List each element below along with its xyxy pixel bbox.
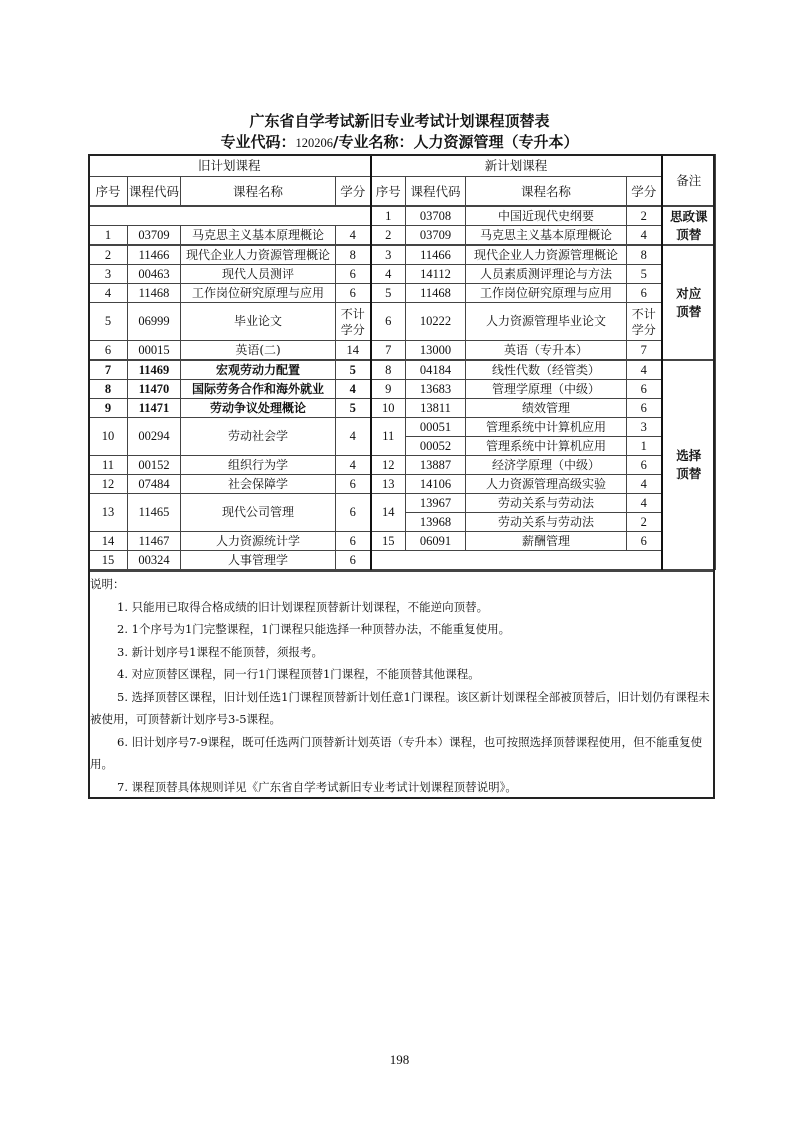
new-name: 管理系统中计算机应用 <box>466 437 627 456</box>
old-credit: 6 <box>336 475 371 494</box>
new-credit: 6 <box>627 399 662 418</box>
new-name: 英语（专升本） <box>466 341 627 361</box>
new-credit: 6 <box>627 532 662 551</box>
new-seq: 5 <box>371 284 406 303</box>
major-code: 120206 <box>295 136 333 150</box>
old-seq: 6 <box>89 341 128 361</box>
old-credit: 6 <box>336 494 371 532</box>
old-seq: 1 <box>89 226 128 246</box>
subtitle-name-label: /专业名称： <box>333 133 414 151</box>
remark-corresponding <box>662 245 716 360</box>
new-plan-header: 新计划课程 <box>371 155 662 177</box>
new-code: 10222 <box>406 303 466 341</box>
new-name: 中国近现代史纲要 <box>466 206 627 226</box>
old-seq: 3 <box>89 265 128 284</box>
new-code: 13000 <box>406 341 466 361</box>
new-credit: 4 <box>627 360 662 380</box>
old-credit: 4 <box>336 418 371 456</box>
old-credit: 5 <box>336 360 371 380</box>
new-code: 14112 <box>406 265 466 284</box>
new-code: 13968 <box>406 513 466 532</box>
old-credit-text: 不计学分 <box>340 306 365 337</box>
new-seq: 1 <box>371 206 406 226</box>
old-code: 06999 <box>128 303 181 341</box>
old-credit: 14 <box>336 341 371 361</box>
old-code: 07484 <box>128 475 181 494</box>
new-credit: 6 <box>627 456 662 475</box>
table-row <box>89 532 716 551</box>
old-seq: 12 <box>89 475 128 494</box>
table-row <box>89 284 716 303</box>
new-name: 人力资源管理毕业论文 <box>466 303 627 341</box>
old-code: 11466 <box>128 245 181 265</box>
old-code: 00152 <box>128 456 181 475</box>
remark-corresponding-text: 对应顶替 <box>676 285 702 319</box>
old-name: 劳动争议处理概论 <box>181 399 336 418</box>
old-seq: 11 <box>89 456 128 475</box>
new-seq: 8 <box>371 360 406 380</box>
new-seq: 4 <box>371 265 406 284</box>
old-name: 劳动社会学 <box>181 418 336 456</box>
old-name: 社会保障学 <box>181 475 336 494</box>
new-seq: 14 <box>371 494 406 532</box>
new-credit: 2 <box>627 513 662 532</box>
new-credit: 4 <box>627 226 662 246</box>
old-seq: 4 <box>89 284 128 303</box>
new-credit: 4 <box>627 494 662 513</box>
new-seq: 10 <box>371 399 406 418</box>
table-row <box>89 475 716 494</box>
new-credit-text: 不计学分 <box>631 306 656 337</box>
old-seq: 5 <box>89 303 128 341</box>
old-code: 00294 <box>128 418 181 456</box>
new-credit <box>627 303 662 341</box>
document-title: 广东省自学考试新旧专业考试计划课程顶替表 <box>249 112 550 130</box>
new-name: 线性代数（经管类） <box>466 360 627 380</box>
new-code: 11466 <box>406 245 466 265</box>
old-code: 00324 <box>128 551 181 570</box>
new-seq-header: 序号 <box>371 177 406 207</box>
new-seq: 3 <box>371 245 406 265</box>
new-seq: 13 <box>371 475 406 494</box>
new-credit: 5 <box>627 265 662 284</box>
old-name-header: 课程名称 <box>181 177 336 207</box>
new-name: 劳动关系与劳动法 <box>466 494 627 513</box>
old-name: 人事管理学 <box>181 551 336 570</box>
new-credit: 4 <box>627 475 662 494</box>
new-credit: 2 <box>627 206 662 226</box>
new-code: 00051 <box>406 418 466 437</box>
old-code: 00015 <box>128 341 181 361</box>
old-credit <box>336 303 371 341</box>
new-name-header: 课程名称 <box>466 177 627 207</box>
old-seq: 10 <box>89 418 128 456</box>
new-name: 人力资源管理高级实验 <box>466 475 627 494</box>
old-name: 组织行为学 <box>181 456 336 475</box>
new-seq: 12 <box>371 456 406 475</box>
table-row <box>89 245 716 265</box>
old-code: 11469 <box>128 360 181 380</box>
old-code-header: 课程代码 <box>128 177 181 207</box>
new-name: 人员素质测评理论与方法 <box>466 265 627 284</box>
remark-optional-text: 选择顶替 <box>676 448 702 481</box>
old-code: 11470 <box>128 380 181 399</box>
table-row <box>89 303 716 341</box>
old-name: 国际劳务合作和海外就业 <box>181 380 336 399</box>
new-name: 马克思主义基本原理概论 <box>466 226 627 246</box>
major-name: 人力资源管理（专升本） <box>413 133 579 151</box>
old-credit-header: 学分 <box>336 177 371 207</box>
note-item: 7. 课程顶替具体规则详见《广东省自学考试新旧专业考试计划课程顶替说明》。 <box>117 779 517 794</box>
old-empty-cell <box>89 206 371 226</box>
old-name: 工作岗位研究原理与应用 <box>181 284 336 303</box>
new-seq: 9 <box>371 380 406 399</box>
new-code: 14106 <box>406 475 466 494</box>
table-row <box>89 456 716 475</box>
old-credit: 4 <box>336 456 371 475</box>
remark-ideology-text: 思政课顶替 <box>670 208 708 242</box>
new-code: 06091 <box>406 532 466 551</box>
old-credit: 8 <box>336 245 371 265</box>
old-name: 现代企业人力资源管理概论 <box>181 245 336 265</box>
new-name: 绩效管理 <box>466 399 627 418</box>
old-credit: 4 <box>336 380 371 399</box>
old-code: 00463 <box>128 265 181 284</box>
old-code: 11468 <box>128 284 181 303</box>
new-seq: 15 <box>371 532 406 551</box>
subtitle-code-label: 专业代码： <box>220 133 296 151</box>
new-code: 13811 <box>406 399 466 418</box>
old-code: 11465 <box>128 494 181 532</box>
new-name: 薪酬管理 <box>466 532 627 551</box>
note-item: 6. 旧计划序号7-9课程，既可任选两门顶替新计划英语（专升本）课程，也可按照选择顶替课程使用，但不能重复使用。 <box>90 734 703 771</box>
notes-heading: 说明： <box>90 577 125 591</box>
new-credit: 7 <box>627 341 662 361</box>
new-seq: 7 <box>371 341 406 361</box>
notes <box>90 573 712 798</box>
table-row <box>89 380 716 399</box>
new-code: 00052 <box>406 437 466 456</box>
note-item: 3. 新计划序号1课程不能顶替，须报考。 <box>117 644 323 659</box>
new-code-header: 课程代码 <box>406 177 466 207</box>
old-credit: 5 <box>336 399 371 418</box>
new-code: 13683 <box>406 380 466 399</box>
new-name: 现代企业人力资源管理概论 <box>466 245 627 265</box>
old-seq: 7 <box>89 360 128 380</box>
old-name: 现代人员测评 <box>181 265 336 284</box>
table-row <box>89 360 716 380</box>
new-credit: 1 <box>627 437 662 456</box>
remark-optional <box>662 360 716 570</box>
old-name: 宏观劳动力配置 <box>181 360 336 380</box>
table-row <box>89 341 716 361</box>
note-item: 1. 只能用已取得合格成绩的旧计划课程顶替新计划课程，不能逆向顶替。 <box>117 599 489 614</box>
old-name: 英语(二) <box>181 341 336 361</box>
new-code: 13887 <box>406 456 466 475</box>
old-credit: 6 <box>336 532 371 551</box>
table-row <box>89 265 716 284</box>
old-credit: 4 <box>336 226 371 246</box>
old-seq: 8 <box>89 380 128 399</box>
table-row <box>89 494 716 513</box>
document-subtitle <box>0 131 799 152</box>
note-item: 4. 对应顶替区课程，同一行1门课程顶替1门课程，不能顶替其他课程。 <box>117 667 480 681</box>
new-credit: 8 <box>627 245 662 265</box>
old-name: 毕业论文 <box>181 303 336 341</box>
new-code: 13967 <box>406 494 466 513</box>
table-row <box>89 418 716 437</box>
old-code: 11471 <box>128 399 181 418</box>
new-seq: 11 <box>371 418 406 456</box>
note-item: 2. 1个序号为1门完整课程，1门课程只能选择一种顶替办法，不能重复使用。 <box>117 622 511 636</box>
new-seq: 6 <box>371 303 406 341</box>
new-name: 工作岗位研究原理与应用 <box>466 284 627 303</box>
new-name: 经济学原理（中级） <box>466 456 627 475</box>
table-row <box>89 399 716 418</box>
old-seq: 2 <box>89 245 128 265</box>
new-credit: 6 <box>627 380 662 399</box>
new-code: 03709 <box>406 226 466 246</box>
old-seq: 13 <box>89 494 128 532</box>
old-name: 现代公司管理 <box>181 494 336 532</box>
new-credit: 6 <box>627 284 662 303</box>
course-substitution-table <box>88 154 716 570</box>
page-number: 198 <box>389 1052 410 1067</box>
old-seq: 9 <box>89 399 128 418</box>
old-name: 人力资源统计学 <box>181 532 336 551</box>
new-name: 劳动关系与劳动法 <box>466 513 627 532</box>
old-code: 11467 <box>128 532 181 551</box>
table-row <box>89 226 716 246</box>
new-credit-header: 学分 <box>627 177 662 207</box>
new-code: 11468 <box>406 284 466 303</box>
new-seq: 2 <box>371 226 406 246</box>
new-code: 03708 <box>406 206 466 226</box>
new-empty-cell <box>371 551 662 570</box>
note-item: 5. 选择顶替区课程，旧计划任选1门课程顶替新计划任意1门课程。该区新计划课程全部被顶替后，旧计划仍有课程未被使用，可顶替新计划序号3-5课程。 <box>90 689 710 726</box>
old-credit: 6 <box>336 551 371 570</box>
remark-header: 备注 <box>662 155 716 207</box>
old-seq-header: 序号 <box>89 177 128 207</box>
old-plan-header: 旧计划课程 <box>89 155 371 177</box>
remark-ideology <box>662 206 716 245</box>
new-credit: 3 <box>627 418 662 437</box>
table-row <box>89 551 716 570</box>
new-name: 管理学原理（中级） <box>466 380 627 399</box>
old-name: 马克思主义基本原理概论 <box>181 226 336 246</box>
table-row <box>89 206 716 226</box>
old-code: 03709 <box>128 226 181 246</box>
old-credit: 6 <box>336 265 371 284</box>
new-name: 管理系统中计算机应用 <box>466 418 627 437</box>
old-seq: 15 <box>89 551 128 570</box>
new-code: 04184 <box>406 360 466 380</box>
old-seq: 14 <box>89 532 128 551</box>
old-credit: 6 <box>336 284 371 303</box>
